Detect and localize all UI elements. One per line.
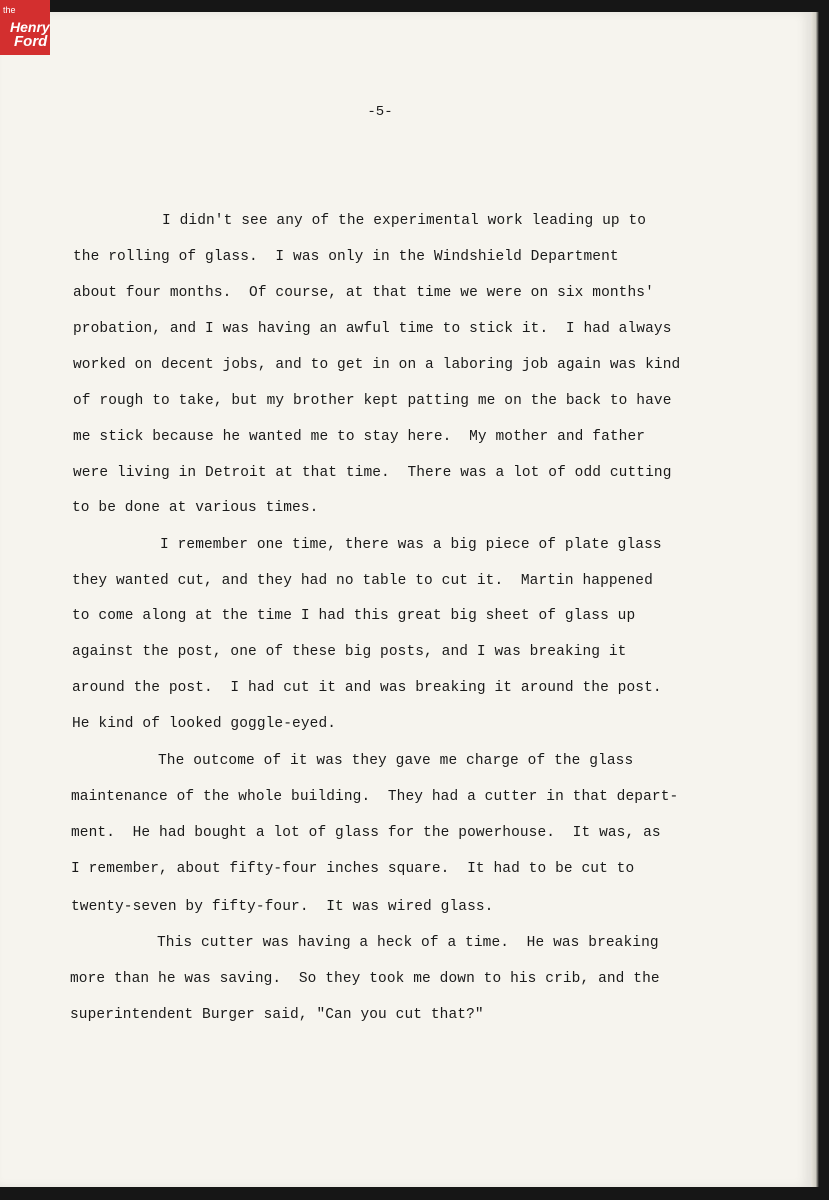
text-line: superintendent Burger said, "Can you cut that?" [70, 1007, 484, 1023]
text-line: He kind of looked goggle-eyed. [72, 716, 337, 732]
text-line: I didn't see any of the experimental work leading up to [162, 213, 647, 229]
text-line: ment. He had bought a lot of glass for the powerhouse. It was, as [71, 825, 661, 841]
text-line: worked on decent jobs, and to get in on a laboring job again was kind [73, 357, 681, 373]
text-line: the rolling of glass. I was only in the Windshield Department [73, 249, 619, 265]
text-line: of rough to take, but my brother kept patting me on the back to have [73, 393, 672, 409]
logo-text-the: the [3, 5, 16, 15]
text-line: to be done at various times. [72, 500, 319, 516]
text-line: about four months. Of course, at that time we were on six months' [73, 285, 654, 301]
page-edge [811, 12, 819, 1187]
text-line: against the post, one of these big posts, and I was breaking it [72, 644, 627, 660]
text-line: The outcome of it was they gave me charge of the glass [158, 753, 634, 769]
text-line: I remember one time, there was a big piece of plate glass [160, 537, 662, 553]
text-line: I remember, about fifty-four inches square. It had to be cut to [71, 861, 635, 877]
text-line: twenty-seven by fifty-four. It was wired glass. [71, 899, 494, 915]
text-line: were living in Detroit at that time. There was a lot of odd cutting [73, 465, 672, 481]
logo-text-henry: Henry [10, 19, 50, 35]
text-line: to come along at the time I had this great big sheet of glass up [72, 608, 636, 624]
text-line: more than he was saving. So they took me down to his crib, and the [70, 971, 660, 987]
text-line: they wanted cut, and they had no table to cut it. Martin happened [72, 573, 653, 589]
text-line: probation, and I was having an awful time to stick it. I had always [73, 321, 672, 337]
logo-text-ford: Ford [14, 33, 48, 50]
text-line: me stick because he wanted me to stay here. My mother and father [73, 429, 646, 445]
page-number: -5- [367, 104, 393, 120]
text-line: around the post. I had cut it and was breaking it around the post. [72, 680, 662, 696]
text-line: This cutter was having a heck of a time. He was breaking [157, 935, 659, 951]
text-line: maintenance of the whole building. They had a cutter in that depart- [71, 789, 679, 805]
henry-ford-logo [0, 0, 50, 55]
